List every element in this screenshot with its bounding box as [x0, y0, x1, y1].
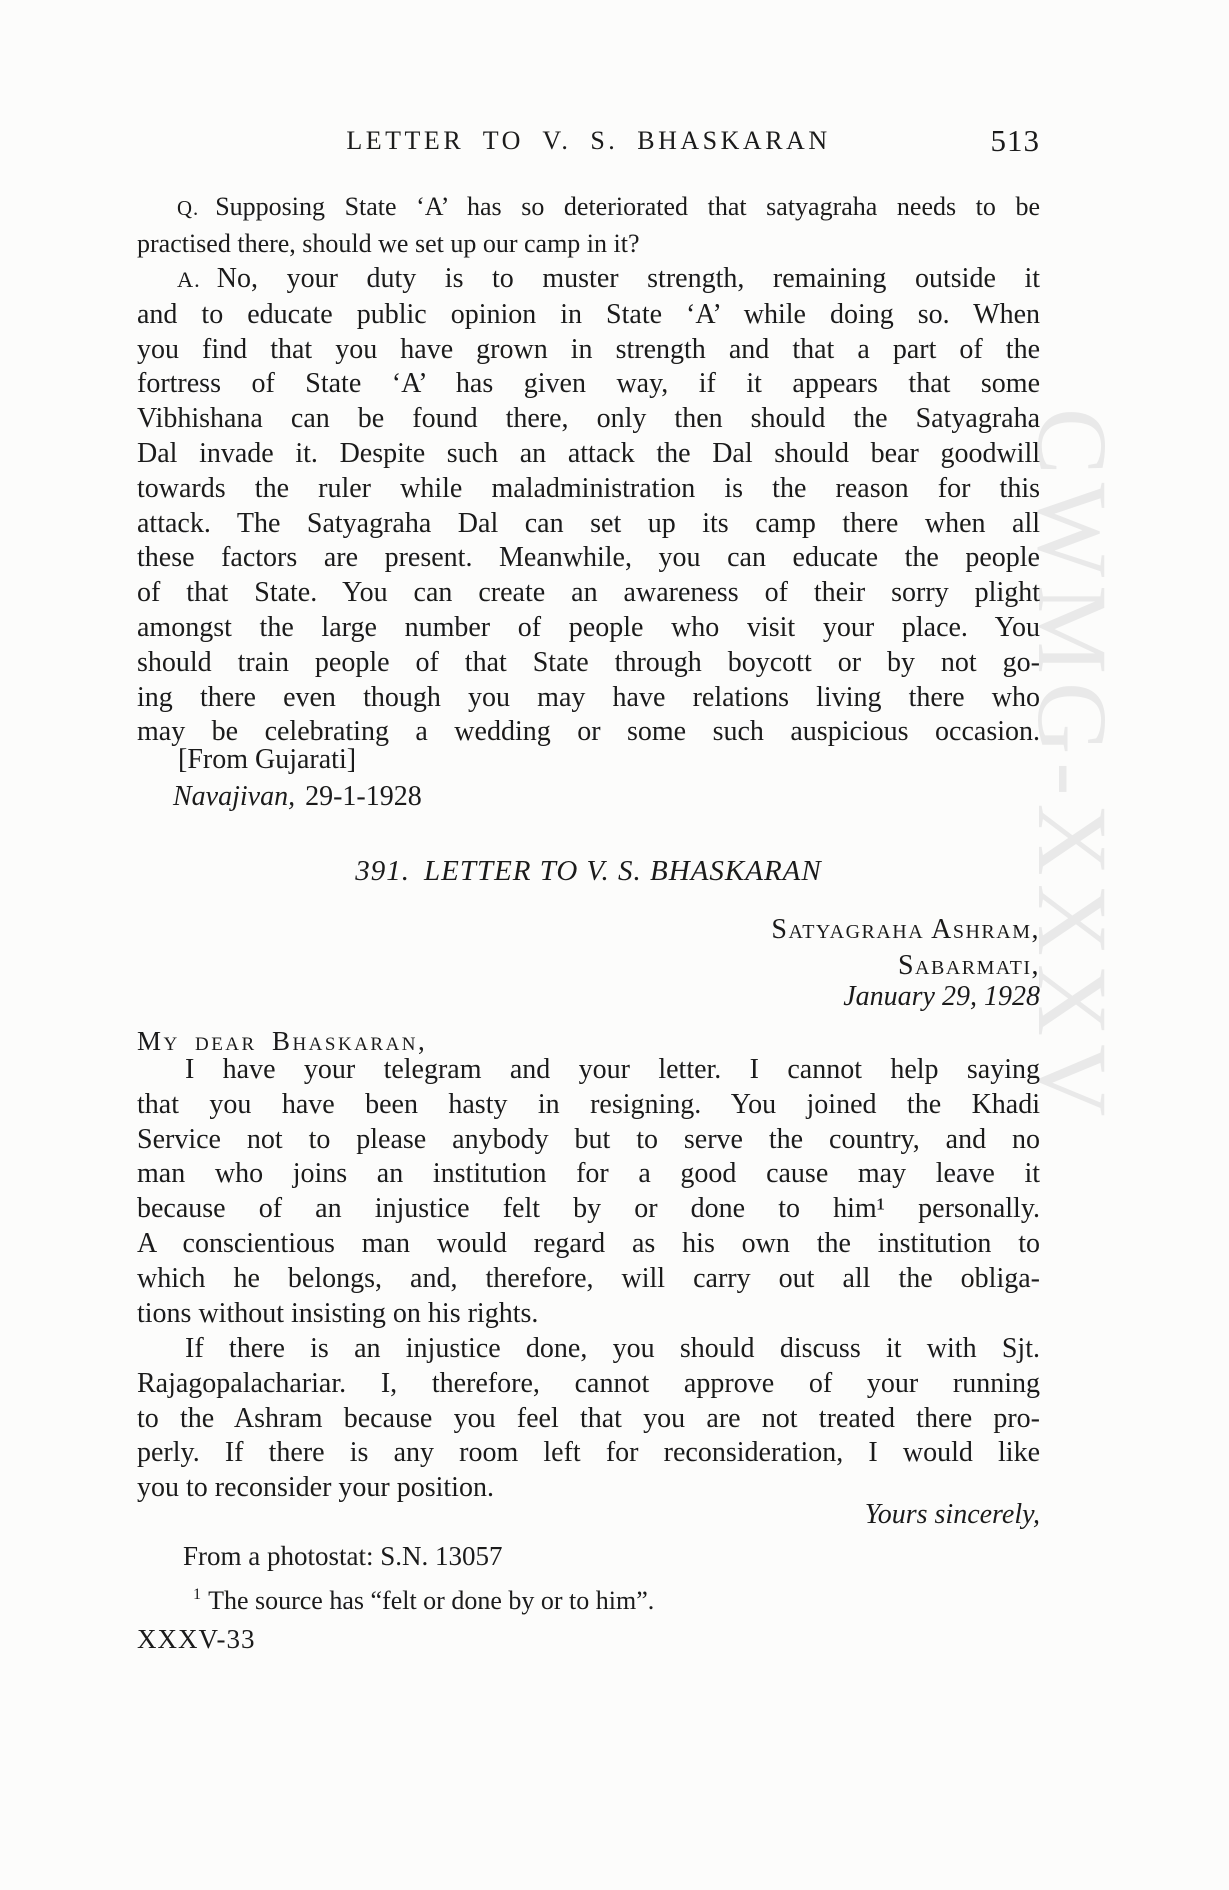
- page-number: 513: [990, 123, 1040, 158]
- letter-place-line: Sabarmati,: [897, 950, 1040, 981]
- text-line: which he belongs, and, therefore, will carry out all the obliga-: [137, 1262, 1040, 1294]
- text-line: Rajagopalachariar. I, therefore, cannot approve of your running: [137, 1367, 1040, 1399]
- text-line: should train people of that State through boycott or by not go-: [137, 646, 1040, 678]
- text-line: to the Ashram because you feel that you are not treated there pro-: [137, 1402, 1040, 1434]
- question-first-line: [137, 190, 1040, 227]
- answer-first-line: [137, 262, 1040, 298]
- footnote: [137, 1586, 1096, 1616]
- translation-note: [From Gujarati]: [178, 744, 357, 775]
- provenance-note: From a photostat: S.N. 13057: [183, 1541, 503, 1571]
- letter-paragraph: [137, 1332, 1040, 1506]
- text-line: tions without insisting on his rights.: [137, 1297, 539, 1329]
- paragraph-first-line: If there is an injustice done, you should discuss it with Sjt.: [185, 1333, 1040, 1364]
- text-line: you find that you have grown in strength and that a part of the: [137, 333, 1040, 365]
- answer-first-line-text: No, your duty is to muster strength, remaining outside it: [216, 263, 1040, 294]
- text-line: fortress of State ‘A’ has given way, if it appears that some: [137, 368, 1040, 400]
- text-line: because of an injustice felt by or done to him¹ personally.: [137, 1193, 1040, 1225]
- text-line: perly. If there is any room left for reconsideration, I would like: [137, 1437, 1040, 1469]
- section-heading: [137, 855, 1040, 888]
- letter-closing: Yours sincerely,: [864, 1499, 1040, 1530]
- answer-label: A.: [177, 267, 201, 292]
- text-line: towards the ruler while maladministration is the reason for this: [137, 472, 1040, 504]
- text-line: amongst the large number of people who visit your place. You: [137, 611, 1040, 643]
- salutation: My dear Bhaskaran,: [137, 1026, 428, 1056]
- question-paragraph: [137, 190, 1040, 261]
- text-line: and to educate public opinion in State ‘A’ while doing so. When: [137, 298, 1040, 330]
- text-line: you to reconsider your position.: [137, 1472, 494, 1504]
- text-line: ing there even though you may have relations living there who: [137, 681, 1040, 713]
- letter-place-line: Satyagraha Ashram,: [771, 914, 1040, 945]
- section-title: LETTER TO V. S. BHASKARAN: [423, 855, 822, 887]
- text-line: attack. The Satyagraha Dal can set up its camp there when all: [137, 507, 1040, 539]
- text-line: may be celebrating a wedding or some such auspicious occasion.: [137, 716, 1040, 748]
- section-number: 391.: [355, 855, 410, 887]
- volume-signature-mark: XXXV-33: [137, 1624, 256, 1654]
- text-line: Service not to please anybody but to serve the country, and no: [137, 1123, 1040, 1155]
- question-label: Q.: [177, 197, 200, 220]
- question-first-line-text: Supposing State ‘A’ has so deteriorated that satyagraha needs to be: [215, 192, 1040, 221]
- paragraph-first-line: I have your telegram and your letter. I cannot help saying: [185, 1054, 1040, 1085]
- source-title: Navajivan,: [173, 781, 296, 812]
- text-line: of that State. You can create an awareness of their sorry plight: [137, 577, 1040, 609]
- answer-paragraph: [137, 262, 1040, 750]
- source-citation: [137, 781, 1076, 813]
- text-line: these factors are present. Meanwhile, you can educate the people: [137, 542, 1040, 574]
- footnote-text: The source has “felt or done by or to him”.: [208, 1586, 655, 1615]
- volume-watermark: CWMG-XXXV: [1017, 408, 1128, 1125]
- source-date: 29-1-1928: [305, 781, 422, 812]
- text-line: man who joins an institution for a good cause may leave it: [137, 1158, 1040, 1190]
- letter-date: January 29, 1928: [843, 981, 1040, 1012]
- text-line: A conscientious man would regard as his own the institution to: [137, 1227, 1040, 1259]
- text-line: Dal invade it. Despite such an attack the Dal should bear goodwill: [137, 437, 1040, 469]
- running-header-title: LETTER TO V. S. BHASKARAN: [346, 126, 831, 155]
- letter-paragraph: [137, 1053, 1040, 1331]
- footnote-marker: 1: [193, 1586, 202, 1604]
- text-line: practised there, should we set up our camp in it?: [137, 228, 640, 258]
- text-line: that you have been hasty in resigning. You joined the Khadi: [137, 1088, 1040, 1120]
- running-header: [137, 123, 1040, 168]
- text-line: Vibhishana can be found there, only then should the Satyagraha: [137, 403, 1040, 435]
